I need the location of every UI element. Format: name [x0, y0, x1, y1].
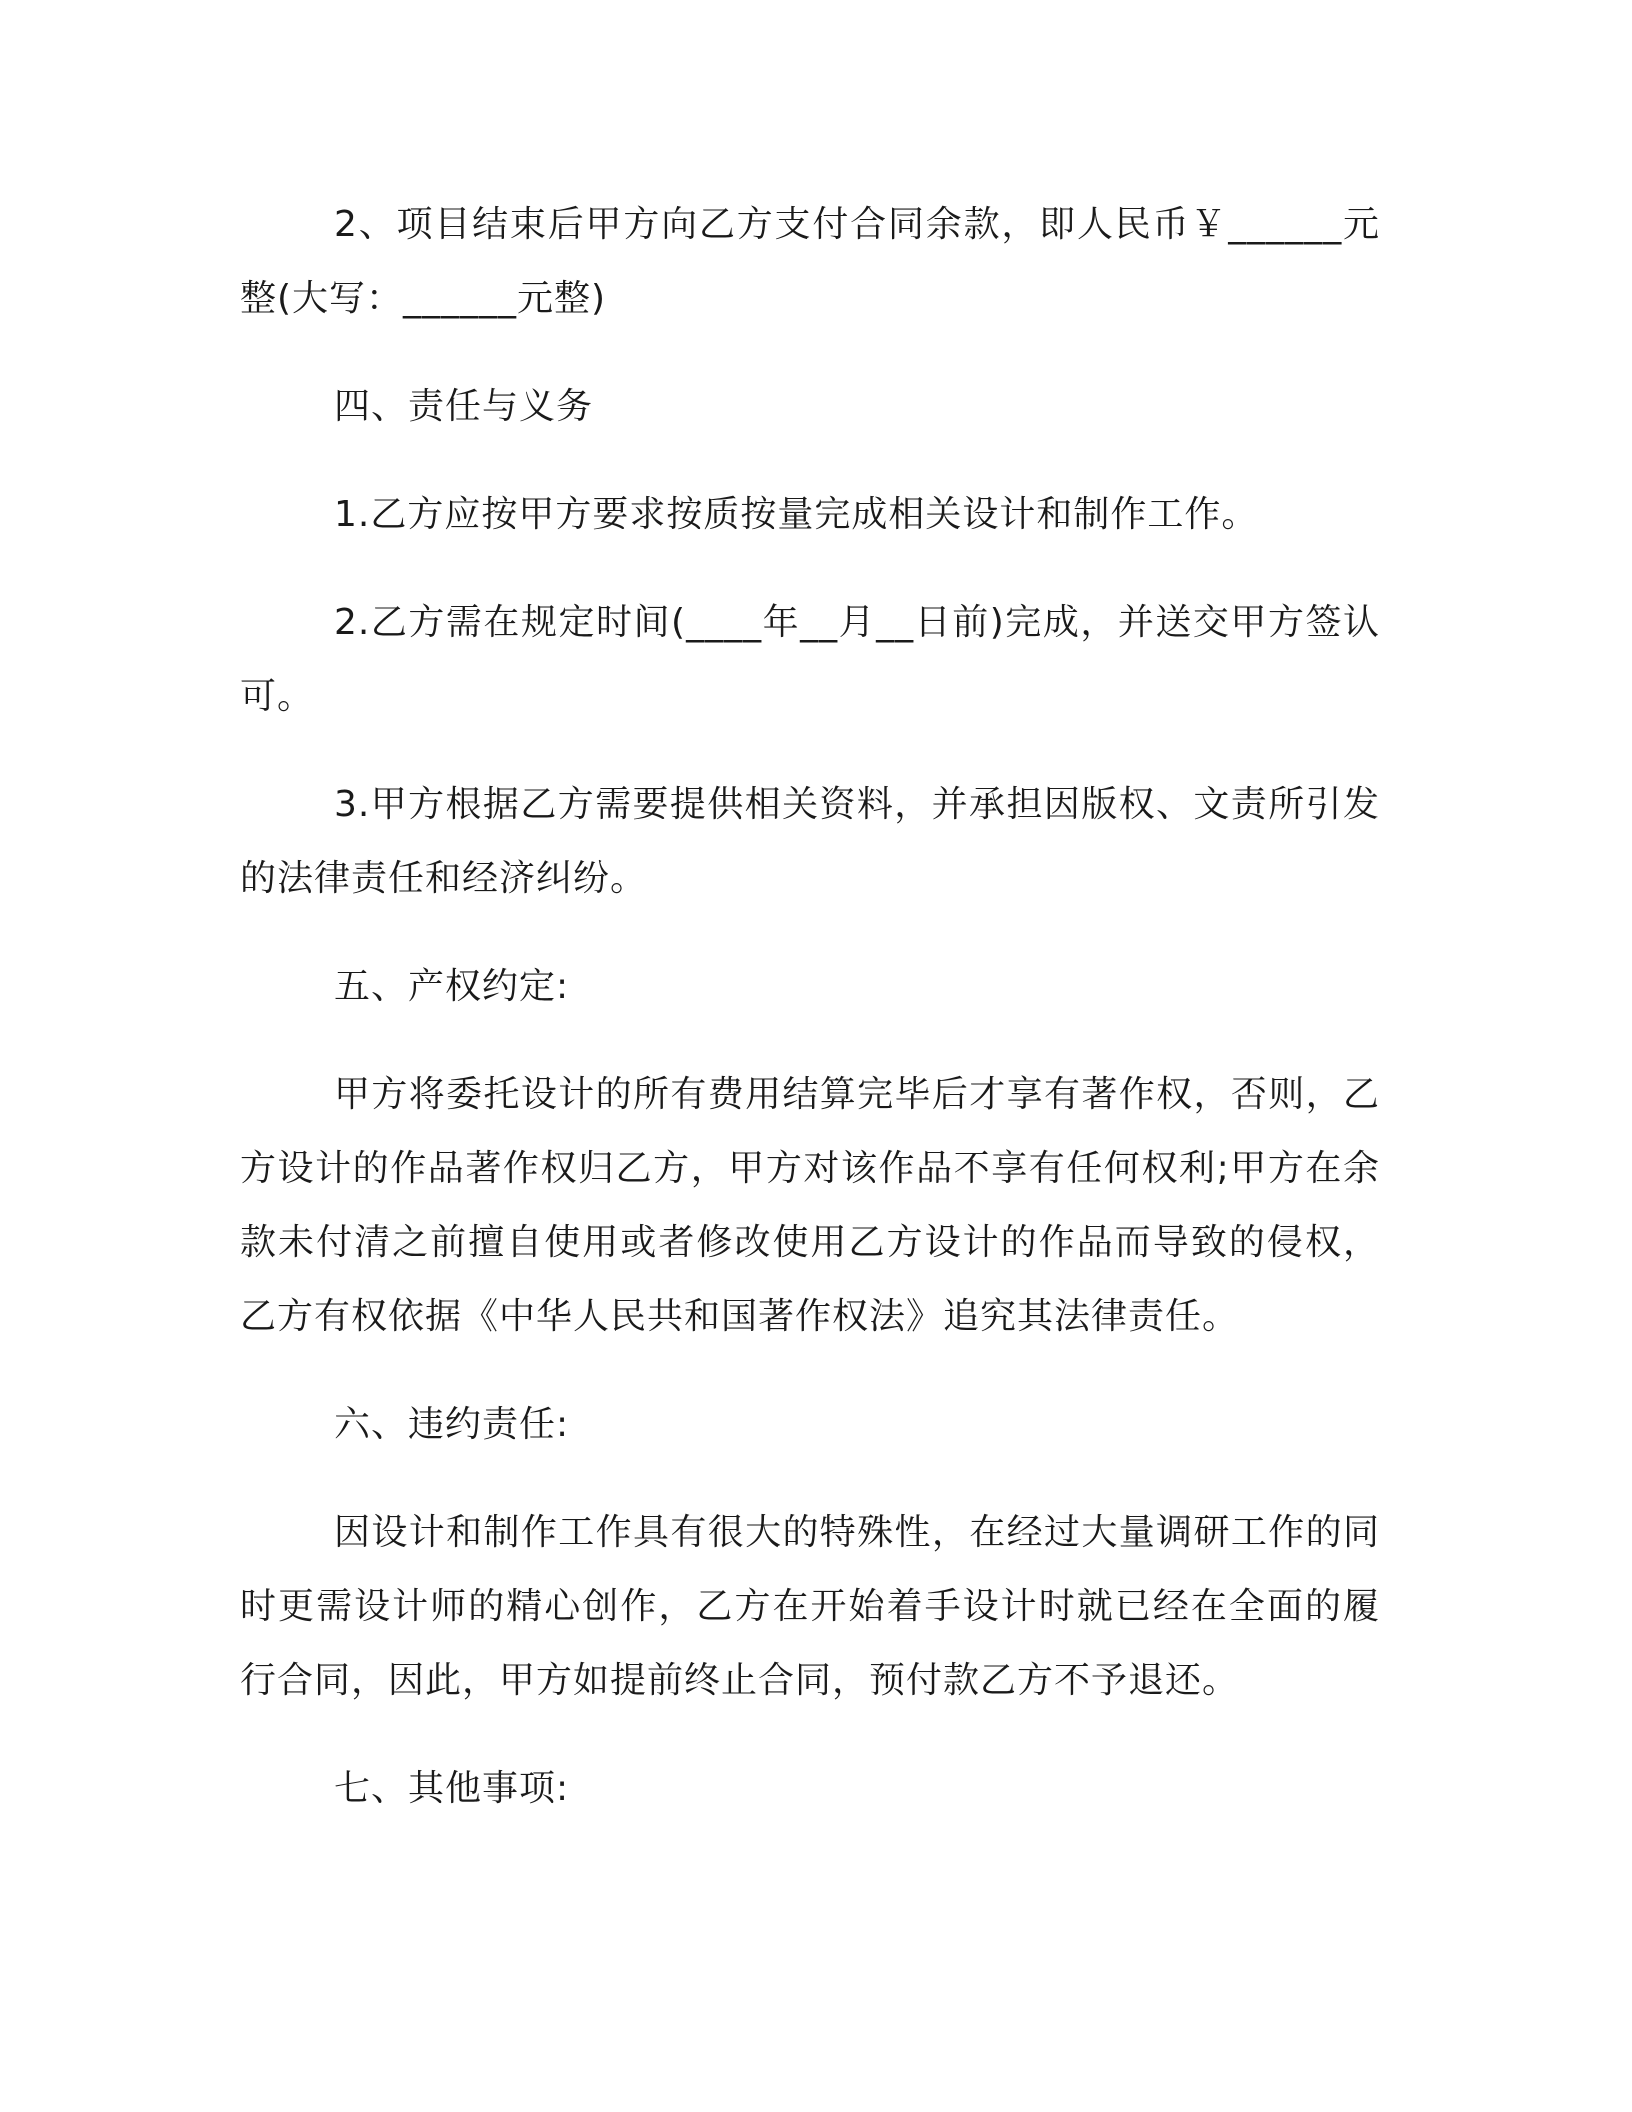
section-heading-breach: 六、违约责任:	[334, 1404, 570, 1445]
section-heading-responsibilities: 四、责任与义务	[334, 386, 594, 427]
paragraph-final-payment: 2、项目结束后甲方向乙方支付合同余款，即人民币￥______元整(大写：______元整)	[240, 204, 1380, 319]
paragraph-property-rights: 甲方将委托设计的所有费用结算完毕后才享有著作权，否则，乙方设计的作品著作权归乙方，甲方对该作品不享有任何权利;甲方在余款未付清之前擅自使用或者修改使用乙方设计的作品而导致的侵权，乙方有权依据《中华人民共和国著作权法》追究其法律责任。	[240, 1074, 1380, 1337]
paragraph-breach: 因设计和制作工作具有很大的特殊性，在经过大量调研工作的同时更需设计师的精心创作，乙方在开始着手设计时就已经在全面的履行合同，因此，甲方如提前终止合同，预付款乙方不予退还。	[240, 1512, 1380, 1701]
section-heading-other-matters: 七、其他事项:	[334, 1768, 570, 1809]
section-heading-property-rights: 五、产权约定:	[334, 966, 570, 1007]
document-body	[240, 188, 1380, 1826]
paragraph-clause-3: 3.甲方根据乙方需要提供相关资料，并承担因版权、文责所引发的法律责任和经济纠纷。	[240, 784, 1380, 899]
paragraph-clause-1: 1.乙方应按甲方要求按质按量完成相关设计和制作工作。	[334, 494, 1259, 535]
paragraph-clause-2: 2.乙方需在规定时间(____年__月__日前)完成，并送交甲方签认可。	[240, 602, 1380, 717]
